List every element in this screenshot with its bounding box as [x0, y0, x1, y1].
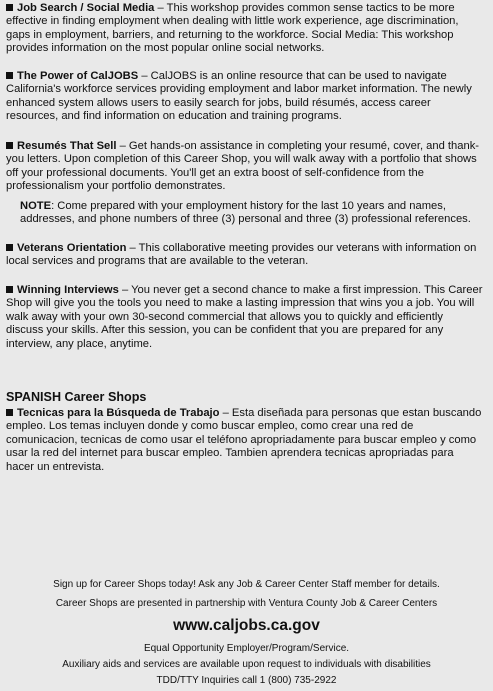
section-body: – This collaborative meeting provides our veterans with information on local services and programs that are available to the veteran. [6, 242, 477, 268]
square-bullet-icon [6, 4, 13, 11]
section-title: The Power of CalJOBS [17, 70, 139, 82]
square-bullet-icon [6, 142, 13, 149]
section-caljobs [6, 70, 483, 124]
section-body: – You never get a second chance to make a first impression. This Career Shop will give you the tools you need to make a lasting impression that wins you a job. You will walk away with your own 30-second commercial that allows you to quickly and efficiently discuss your skills. After this session, you can be confident that you are prepared for any interview, any place, anytime. [6, 284, 483, 350]
footer-signup: Sign up for Career Shops today! Ask any Job & Career Center Staff member for details. [53, 579, 440, 590]
square-bullet-icon [6, 286, 13, 293]
footer-partnership: Career Shops are presented in partnership with Ventura County Job & Career Centers [55, 598, 438, 609]
section-title: Job Search / Social Media [17, 2, 155, 14]
note-label: NOTE [20, 200, 52, 212]
note-block [20, 200, 483, 227]
square-bullet-icon [6, 72, 13, 79]
section-body: – Get hands-on assistance in completing your resumé, cover, and thank-you letters. Upon completion of this Career Shop, you will walk away with a portfolio that shows off your professional documents. You'll get an extra boost of self-confidence from the professionalism your portfolio demonstrates. [6, 140, 480, 193]
footer-tdd: TDD/TTY Inquiries call 1 (800) 735-2922 [156, 675, 337, 686]
section-title: Winning Interviews [17, 284, 119, 296]
section-spanish [6, 407, 483, 474]
section-resumes [6, 140, 483, 194]
section-title: Tecnicas para la Búsqueda de Trabajo [17, 407, 220, 419]
section-interviews [6, 284, 483, 351]
section-body: – This workshop provides common sense tactics to be more effective in finding employment when dealing with little work experience, age discrimination, gaps in employment, barriers, and returning to the workforce. Social Media: This workshop provides information on the most popular online social networks. [6, 2, 459, 55]
footer-eeo: Equal Opportunity Employer/Program/Service. [143, 643, 350, 654]
footer-aux: Auxiliary aids and services are available upon request to individuals with disabilities [62, 659, 431, 670]
section-body: – CalJOBS is an online resource that can be used to navigate California's workforce services providing employment and labor market information. The newly enhanced system allows users to easily search for jobs, build résumés, access career resources, and find information on education and training programs. [6, 70, 472, 123]
section-title: Resumés That Sell [17, 140, 117, 152]
section-title: Veterans Orientation [17, 242, 127, 254]
square-bullet-icon [6, 244, 13, 251]
section-body: – Esta diseñada para personas que estan buscando empleo. Los temas incluyen donde y como buscar empleo, como crear una red de comunicacion, tecnicas de como usar el teléfono apropriadamente para buscar empleo y como usar la red del internet para buscar empleo. Tambien aprendera tecnicas apropriadas para hacer un entrevista. [6, 407, 482, 473]
note-text: : Come prepared with your employment history for the last 10 years and names, addresses, and phone numbers of three (3) personal and three (3) professional references. [20, 200, 471, 226]
square-bullet-icon [6, 409, 13, 416]
website-link[interactable]: www.caljobs.ca.gov [173, 617, 320, 634]
section-veterans [6, 242, 483, 269]
spanish-heading: SPANISH Career Shops [6, 390, 147, 404]
section-job-search [6, 2, 483, 56]
